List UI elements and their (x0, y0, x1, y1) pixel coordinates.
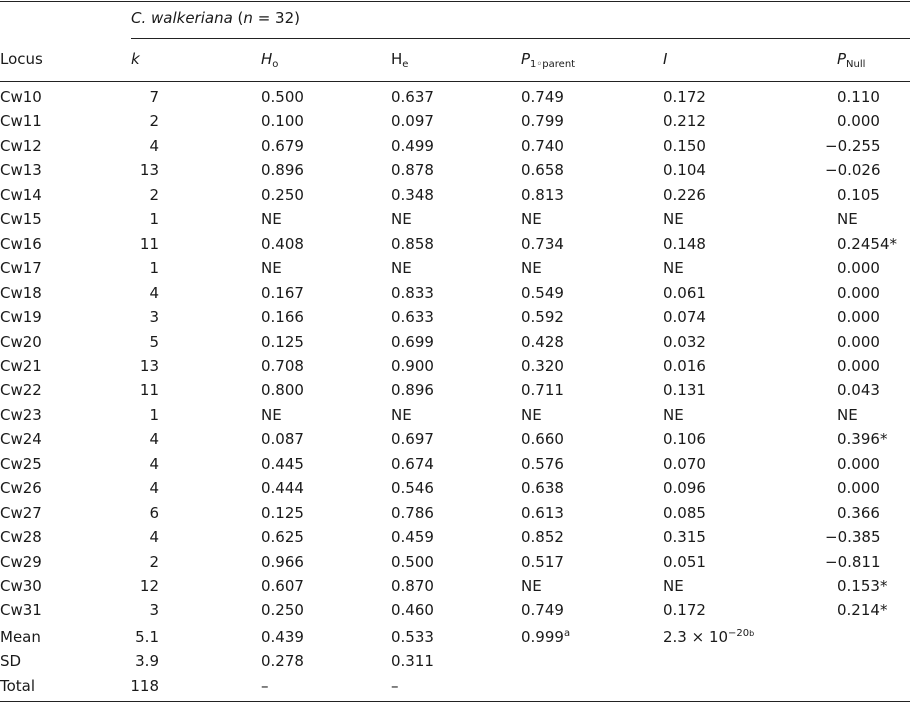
cell-i: NE (663, 406, 684, 424)
cell-ho: NE (261, 259, 282, 277)
cell-pnull: 0.000 (837, 333, 880, 351)
cell-p1parent: 0.658 (521, 161, 564, 179)
cell-k: 2 (149, 112, 159, 130)
cell-i: 0.016 (663, 357, 706, 375)
cell-pnull: 0.000 (837, 479, 880, 497)
group-header-rule (131, 38, 910, 39)
cell-locus: Cw11 (0, 112, 42, 130)
cell-i: 0.315 (663, 528, 706, 546)
cell-he: 0.633 (391, 308, 434, 326)
cell-ho: 0.445 (261, 455, 304, 473)
cell-i: 0.096 (663, 479, 706, 497)
cell-p1parent: 0.740 (521, 137, 564, 155)
cell-he: NE (391, 406, 412, 424)
summary-ho: – (261, 677, 269, 695)
cell-p1parent: 0.576 (521, 455, 564, 473)
cell-ho: 0.166 (261, 308, 304, 326)
cell-he: 0.900 (391, 357, 434, 375)
cell-p1parent: 0.749 (521, 88, 564, 106)
cell-he: 0.674 (391, 455, 434, 473)
cell-locus: Cw21 (0, 357, 42, 375)
cell-pnull: NE (837, 406, 858, 424)
cell-p1parent: 0.613 (521, 504, 564, 522)
cell-p1parent: 0.799 (521, 112, 564, 130)
summary-k: 118 (130, 677, 159, 695)
summary-he: – (391, 677, 399, 695)
cell-k: 4 (149, 455, 159, 473)
cell-i: 0.212 (663, 112, 706, 130)
cell-p1parent: 0.711 (521, 381, 564, 399)
cell-locus: Cw24 (0, 430, 42, 448)
cell-i: 0.150 (663, 137, 706, 155)
cell-k: 13 (139, 357, 159, 375)
cell-he: 0.546 (391, 479, 434, 497)
cell-p1parent: 0.592 (521, 308, 564, 326)
cell-locus: Cw18 (0, 284, 42, 302)
cell-k: 6 (149, 504, 159, 522)
cell-k: 5 (149, 333, 159, 351)
cell-pnull: 0.000 (837, 284, 880, 302)
cell-he: 0.459 (391, 528, 434, 546)
cell-he: 0.499 (391, 137, 434, 155)
cell-p1parent: NE (521, 406, 542, 424)
cell-ho: 0.408 (261, 235, 304, 253)
cell-pnull: 0.000 (837, 308, 880, 326)
cell-p1parent: 0.428 (521, 333, 564, 351)
cell-he: 0.699 (391, 333, 434, 351)
cell-locus: Cw16 (0, 235, 42, 253)
cell-k: 11 (139, 381, 159, 399)
cell-locus: Cw27 (0, 504, 42, 522)
summary-i: $2.3 \times 10^{-20b}$ (663, 628, 755, 646)
cell-k: 13 (139, 161, 159, 179)
cell-he: 0.878 (391, 161, 434, 179)
cell-he: 0.460 (391, 601, 434, 619)
cell-ho: 0.444 (261, 479, 304, 497)
cell-pnull: −0.811 (825, 553, 881, 571)
cell-pnull: 0.153* (837, 577, 888, 595)
col-header-p1parent: $P_{1◦parent}$ (521, 50, 576, 70)
group-header (131, 9, 300, 27)
cell-p1parent: 0.749 (521, 601, 564, 619)
cell-locus: Cw17 (0, 259, 42, 277)
summary-label: Mean (0, 628, 41, 646)
cell-pnull: 0.000 (837, 357, 880, 375)
cell-k: 12 (139, 577, 159, 595)
cell-he: 0.697 (391, 430, 434, 448)
cell-i: 0.074 (663, 308, 706, 326)
cell-i: 0.172 (663, 88, 706, 106)
cell-ho: 0.100 (261, 112, 304, 130)
cell-k: 4 (149, 430, 159, 448)
cell-k: 2 (149, 186, 159, 204)
cell-k: 1 (149, 259, 159, 277)
cell-p1parent: 0.813 (521, 186, 564, 204)
header-bottom-rule (0, 81, 910, 82)
col-header-he: $H_e$ (391, 50, 409, 70)
cell-locus: Cw14 (0, 186, 42, 204)
cell-locus: Cw13 (0, 161, 42, 179)
cell-p1parent: 0.852 (521, 528, 564, 546)
cell-locus: Cw10 (0, 88, 42, 106)
cell-locus: Cw26 (0, 479, 42, 497)
summary-he: 0.311 (391, 652, 434, 670)
cell-locus: Cw30 (0, 577, 42, 595)
cell-he: 0.786 (391, 504, 434, 522)
cell-locus: Cw29 (0, 553, 42, 571)
cell-locus: Cw31 (0, 601, 42, 619)
cell-k: 3 (149, 308, 159, 326)
cell-p1parent: 0.660 (521, 430, 564, 448)
cell-p1parent: 0.517 (521, 553, 564, 571)
cell-i: 0.106 (663, 430, 706, 448)
cell-i: 0.172 (663, 601, 706, 619)
cell-p1parent: 0.734 (521, 235, 564, 253)
cell-k: 4 (149, 528, 159, 546)
cell-locus: Cw25 (0, 455, 42, 473)
cell-ho: 0.087 (261, 430, 304, 448)
cell-pnull: 0.366 (837, 504, 880, 522)
bottom-rule (0, 701, 910, 702)
summary-label: SD (0, 652, 22, 670)
cell-p1parent: NE (521, 577, 542, 595)
cell-he: 0.097 (391, 112, 434, 130)
cell-he: 0.348 (391, 186, 434, 204)
cell-k: 2 (149, 553, 159, 571)
cell-locus: Cw12 (0, 137, 42, 155)
cell-ho: 0.966 (261, 553, 304, 571)
sample-size-suffix: = 32) (252, 9, 300, 27)
cell-p1parent: 0.549 (521, 284, 564, 302)
cell-ho: 0.607 (261, 577, 304, 595)
summary-k: 5.1 (135, 628, 159, 646)
col-header-ho: $H_o$ (261, 50, 279, 70)
summary-he: 0.533 (391, 628, 434, 646)
cell-k: 11 (139, 235, 159, 253)
cell-k: 4 (149, 284, 159, 302)
cell-locus: Cw22 (0, 381, 42, 399)
cell-k: 3 (149, 601, 159, 619)
summary-k: 3.9 (135, 652, 159, 670)
cell-ho: 0.167 (261, 284, 304, 302)
cell-k: 1 (149, 210, 159, 228)
cell-i: NE (663, 259, 684, 277)
cell-i: 0.051 (663, 553, 706, 571)
cell-he: NE (391, 259, 412, 277)
cell-locus: Cw19 (0, 308, 42, 326)
cell-ho: 0.708 (261, 357, 304, 375)
cell-pnull: 0.2454* (837, 235, 897, 253)
cell-pnull: 0.396* (837, 430, 888, 448)
cell-i: 0.226 (663, 186, 706, 204)
col-header-i: I (663, 50, 668, 68)
cell-ho: 0.250 (261, 186, 304, 204)
cell-he: NE (391, 210, 412, 228)
cell-ho: 0.125 (261, 333, 304, 351)
cell-p1parent: 0.320 (521, 357, 564, 375)
cell-i: 0.070 (663, 455, 706, 473)
cell-ho: 0.250 (261, 601, 304, 619)
cell-pnull: 0.043 (837, 381, 880, 399)
cell-ho: 0.500 (261, 88, 304, 106)
cell-ho: NE (261, 210, 282, 228)
cell-i: 0.148 (663, 235, 706, 253)
cell-pnull: −0.255 (825, 137, 881, 155)
cell-pnull: 0.110 (837, 88, 880, 106)
cell-ho: 0.125 (261, 504, 304, 522)
cell-he: 0.896 (391, 381, 434, 399)
summary-p1parent: 0.999$^a$ (521, 628, 571, 646)
cell-k: 7 (149, 88, 159, 106)
cell-pnull: 0.000 (837, 259, 880, 277)
sample-size-var: n (243, 9, 253, 27)
cell-ho: 0.800 (261, 381, 304, 399)
cell-k: 1 (149, 406, 159, 424)
summary-ho: 0.439 (261, 628, 304, 646)
top-rule (0, 1, 910, 2)
summary-label: Total (0, 677, 36, 695)
cell-ho: NE (261, 406, 282, 424)
cell-locus: Cw23 (0, 406, 42, 424)
cell-he: 0.833 (391, 284, 434, 302)
summary-ho: 0.278 (261, 652, 304, 670)
cell-he: 0.858 (391, 235, 434, 253)
cell-he: 0.870 (391, 577, 434, 595)
cell-locus: Cw15 (0, 210, 42, 228)
col-header-pnull: $P_{Null}$ (837, 50, 866, 70)
cell-p1parent: NE (521, 259, 542, 277)
cell-ho: 0.625 (261, 528, 304, 546)
species-name: C. walkeriana (131, 9, 233, 27)
cell-i: NE (663, 577, 684, 595)
cell-p1parent: NE (521, 210, 542, 228)
cell-pnull: 0.000 (837, 112, 880, 130)
cell-locus: Cw20 (0, 333, 42, 351)
cell-pnull: 0.105 (837, 186, 880, 204)
cell-i: 0.131 (663, 381, 706, 399)
sample-size-prefix: ( (232, 9, 244, 27)
cell-pnull: 0.214* (837, 601, 888, 619)
cell-ho: 0.896 (261, 161, 304, 179)
cell-k: 4 (149, 137, 159, 155)
cell-i: 0.061 (663, 284, 706, 302)
cell-locus: Cw28 (0, 528, 42, 546)
cell-i: 0.085 (663, 504, 706, 522)
cell-k: 4 (149, 479, 159, 497)
cell-he: 0.500 (391, 553, 434, 571)
cell-pnull: NE (837, 210, 858, 228)
cell-pnull: 0.000 (837, 455, 880, 473)
cell-pnull: −0.385 (825, 528, 881, 546)
cell-ho: 0.679 (261, 137, 304, 155)
col-header-k: k (131, 50, 140, 68)
cell-i: 0.104 (663, 161, 706, 179)
cell-he: 0.637 (391, 88, 434, 106)
cell-i: NE (663, 210, 684, 228)
cell-i: 0.032 (663, 333, 706, 351)
cell-pnull: −0.026 (825, 161, 881, 179)
col-header-locus: Locus (0, 50, 43, 68)
cell-p1parent: 0.638 (521, 479, 564, 497)
